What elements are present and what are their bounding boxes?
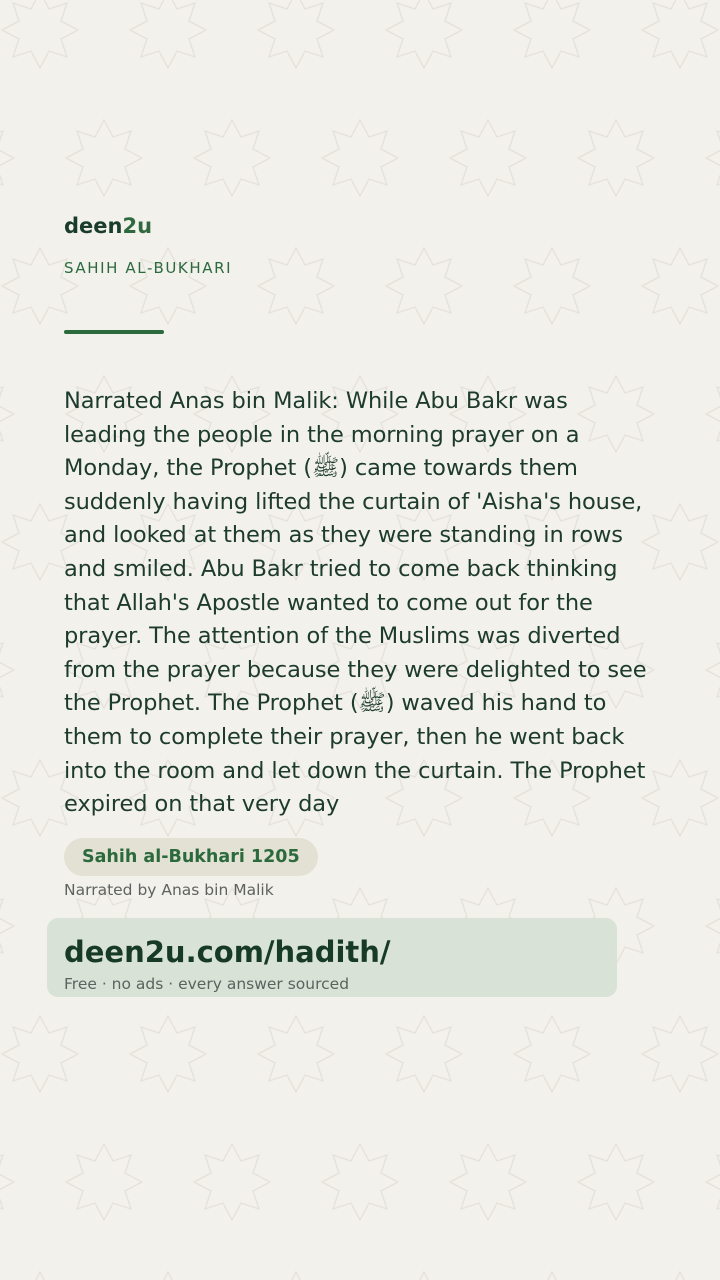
pattern-star — [578, 1144, 654, 1220]
cta-banner[interactable] — [47, 918, 617, 997]
brand-prefix: deen — [64, 214, 123, 238]
pattern-star — [66, 1144, 142, 1220]
pattern-star — [0, 888, 14, 964]
pattern-star — [130, 1272, 206, 1280]
pattern-star — [322, 1144, 398, 1220]
pattern-star — [386, 1272, 462, 1280]
reference-label: Sahih al-Bukhari 1205 — [82, 847, 300, 867]
pattern-star — [642, 248, 718, 324]
pattern-star — [386, 1016, 462, 1092]
pattern-star — [0, 376, 14, 452]
narrator-line: Narrated by Anas bin Malik — [64, 881, 274, 899]
pattern-star — [194, 1144, 270, 1220]
brand-logo — [64, 212, 152, 240]
pattern-star — [0, 632, 14, 708]
pattern-star — [514, 1272, 590, 1280]
pattern-star — [2, 0, 78, 68]
pattern-star — [130, 1016, 206, 1092]
cta-tagline: Free · no ads · every answer sourced — [64, 975, 350, 993]
hadith-text: Narrated Anas bin Malik: While Abu Bakr was leading the people in the morning prayer on a Monday, the Prophet (ﷺ) came towards them suddenly having lifted the curtain of 'Aisha's house, and looked at them as they were standing in rows and smiled. Abu Bakr tried to come back thinking that Allah's Apostle wanted to come out for the prayer. The attention of the Muslims was diverted from the prayer because they were delighted to see the Prophet. The Prophet (ﷺ) waved his hand to them to complete their prayer, then he went back into the room and let down the curtain. The Prophet expired on that very day — [64, 388, 647, 818]
pattern-star — [258, 248, 334, 324]
pattern-star — [578, 120, 654, 196]
pattern-star — [386, 248, 462, 324]
pattern-star — [514, 0, 590, 68]
collection-title: SAHIH AL-BUKHARI — [64, 259, 233, 277]
pattern-star — [0, 120, 14, 196]
pattern-star — [386, 0, 462, 68]
pattern-star — [514, 1016, 590, 1092]
pattern-star — [706, 888, 720, 964]
pattern-star — [706, 632, 720, 708]
pattern-star — [642, 1272, 718, 1280]
cta-url-link[interactable]: deen2u.com/hadith/ — [64, 935, 391, 969]
pattern-star — [450, 120, 526, 196]
pattern-star — [0, 1144, 14, 1220]
pattern-star — [2, 1016, 78, 1092]
pattern-star — [258, 1272, 334, 1280]
pattern-star — [706, 120, 720, 196]
pattern-star — [258, 1016, 334, 1092]
pattern-star — [514, 248, 590, 324]
pattern-star — [194, 120, 270, 196]
pattern-star — [130, 0, 206, 68]
pattern-star — [66, 120, 142, 196]
pattern-star — [450, 1144, 526, 1220]
pattern-star — [258, 0, 334, 68]
pattern-star — [322, 120, 398, 196]
pattern-star — [2, 1272, 78, 1280]
pattern-star — [642, 0, 718, 68]
divider — [64, 330, 164, 334]
reference-badge — [64, 838, 318, 876]
pattern-star — [706, 1144, 720, 1220]
pattern-star — [706, 376, 720, 452]
pattern-star — [642, 1016, 718, 1092]
brand-accent: 2u — [122, 214, 153, 238]
